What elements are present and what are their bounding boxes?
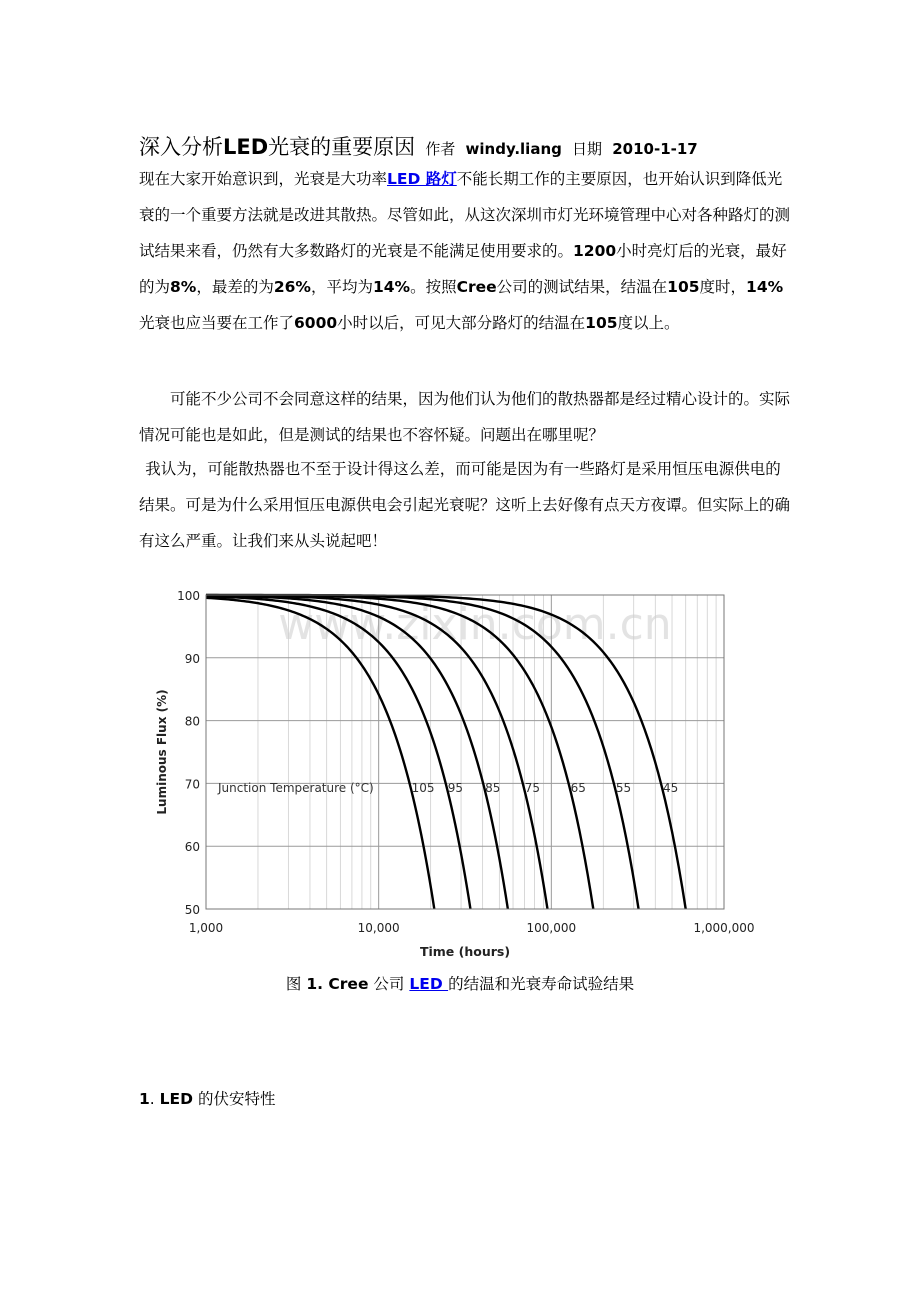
p1-number: 6000 — [294, 314, 338, 332]
caption-text: 的结温和光衰寿命试验结果 — [448, 975, 635, 993]
p1-text: 度以上。 — [617, 314, 680, 332]
chart-svg — [150, 578, 770, 968]
section-heading — [139, 1087, 275, 1109]
y-tick-label: 60 — [184, 840, 200, 855]
series-label-95: 95 — [447, 781, 464, 796]
paragraph-heatsink: 可能不少公司不会同意这样的结果，因为他们认为他们的散热器都是经过精心设计的。实际情况可能也是如此，但是测试的结果也不容怀疑。问题出在哪里呢？ — [139, 390, 791, 444]
p1-number: 105 — [667, 278, 700, 296]
y-tick-label: 100 — [177, 589, 200, 603]
p1-number: 26% — [273, 278, 311, 296]
series-label-85: 85 — [485, 781, 501, 796]
series-label-75: 75 — [524, 781, 541, 796]
p1-number: 14% — [746, 278, 784, 296]
x-tick-label: 100,000 — [526, 921, 577, 935]
junction-temp-label: Junction Temperature (°C) — [218, 781, 374, 796]
section-text: 的伏安特性 — [197, 1090, 276, 1108]
x-tick-label: 10,000 — [357, 921, 400, 935]
title-led: LED — [223, 135, 269, 159]
series-label-105: 105 — [411, 781, 435, 796]
p1-text: ，最差的为 — [196, 278, 274, 296]
p1-text: 小时以后，可见大部分路灯的结温在 — [337, 314, 586, 332]
p1-number: 8% — [170, 278, 197, 296]
x-tick-label: 1,000 — [188, 921, 224, 935]
series-label-55: 55 — [615, 781, 632, 796]
y-tick-label: 50 — [184, 903, 200, 917]
p1-number: 1200 — [573, 242, 617, 260]
title-prefix: 深入分析 — [139, 135, 223, 159]
section-led: LED — [159, 1090, 194, 1108]
section-dot: . — [149, 1090, 155, 1108]
caption-text: 公司 — [373, 975, 405, 993]
x-axis-label: Time (hours) — [419, 944, 511, 959]
p1-number: 14% — [372, 278, 411, 296]
led-streetlight-link[interactable]: LED 路灯 — [387, 170, 457, 188]
author-label: 作者 — [425, 140, 456, 158]
p1-number: 105 — [585, 314, 618, 332]
p1-text: 光衰也应当要在工作了 — [139, 314, 295, 332]
caption-number: 1. Cree — [306, 975, 369, 993]
y-axis-label: Luminous Flux (%) — [155, 689, 169, 815]
p1-text: 不能长期工作的主要原因，也开始认识到降低光衰的一个重要方法就是改进其散热。尽管如此，从这次深圳市灯光环境管理中心对各种路灯的测试结果来看，仍然有大多数路灯的光衰是不能满足使用要求的。 — [139, 170, 791, 260]
x-tick-label: 1,000,000 — [693, 921, 755, 935]
date-value: 2010-1-17 — [612, 140, 698, 158]
y-tick-label: 90 — [184, 651, 200, 666]
y-tick-label: 70 — [184, 777, 200, 792]
date-label: 日期 — [572, 140, 603, 158]
p1-text: 小时亮灯后的光衰，最好的为 — [139, 242, 787, 296]
p1-number: Cree — [456, 278, 497, 296]
p1-text: 公司的测试结果，结温在 — [496, 278, 668, 296]
series-label-45: 45 — [662, 781, 679, 796]
p1-text: ，平均为 — [310, 278, 373, 296]
document-title — [139, 124, 698, 162]
p1-text: 度时， — [699, 278, 747, 296]
title-suffix: 光衰的重要原因 — [268, 135, 416, 159]
author-name: windy.liang — [465, 140, 562, 158]
luminous-flux-chart — [150, 578, 770, 968]
section-number: 1 — [139, 1090, 150, 1108]
caption-fig: 图 — [285, 975, 302, 993]
p1-text: 。按照 — [410, 278, 457, 296]
y-tick-label: 80 — [184, 714, 200, 729]
paragraph-intro — [139, 161, 791, 341]
paragraph-constant-voltage: 我认为，可能散热器也不至于设计得这么差，而可能是因为有一些路灯是采用恒压电源供电的结果。可是为什么采用恒压电源供电会引起光衰呢？这听上去好像有点天方夜谭。但实际上的确有这么严重。让我们来从头说起吧！ — [139, 460, 791, 550]
series-label-65: 65 — [570, 781, 586, 796]
led-caption-link[interactable]: LED — [409, 975, 449, 993]
chart-watermark: www.zixin.com.cn — [278, 598, 672, 650]
p1-text: 现在大家开始意识到，光衰是大功率 — [139, 170, 388, 188]
figure-caption — [0, 972, 920, 994]
